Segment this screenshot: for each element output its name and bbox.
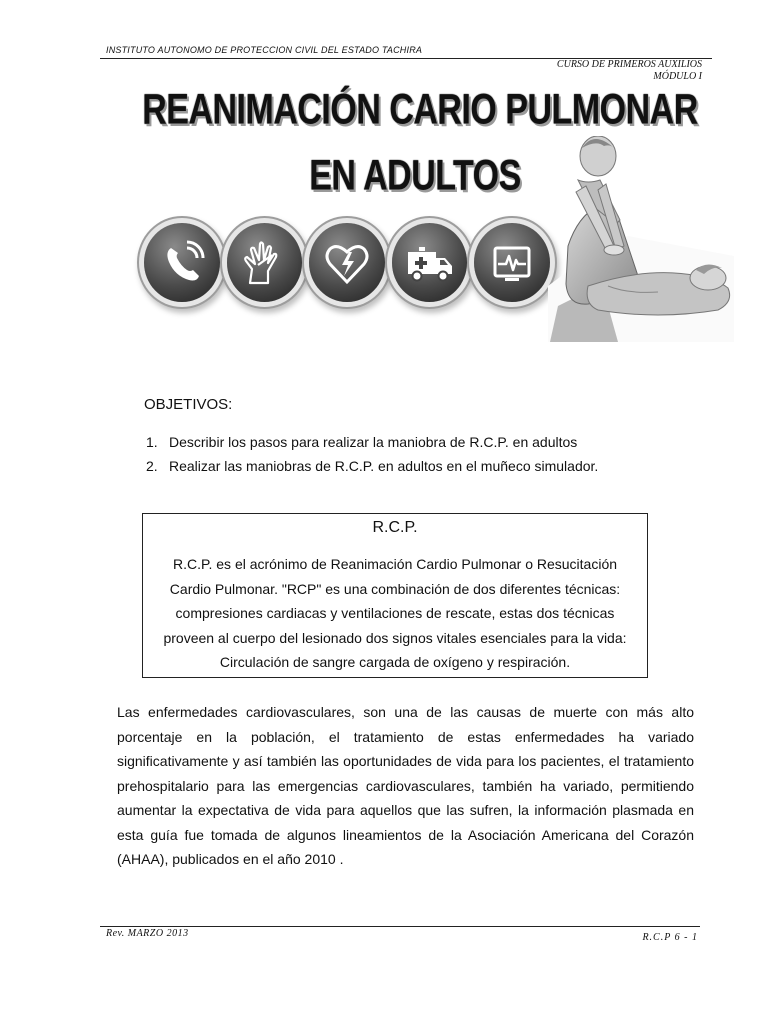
footer-page-number: R.C.P 6 - 1 [642, 932, 698, 943]
objective-number: 2. [146, 458, 158, 474]
body-paragraph: Las enfermedades cardiovasculares, son una de las causas de muerte con más alto porcentaje en la población, el tratamiento de estas enfermedades ha variado significativamente y así también las oportunidades de vida para los pacientes, el tratamiento prehospitalario para las emergencias cardiovasculares, también ha variado, permitiendo aumentar la expectativa de vida para aquellos que las sufren, la información plasmada en esta guía fue tomada de algunos lineamientos de la Asociación Americana del Corazón (AHAA), publicados en el año 2010 . [117, 704, 694, 867]
rcp-box-title: R.C.P. [372, 519, 418, 536]
footer-revision: Rev. MARZO 2013 [106, 928, 189, 939]
header-course: CURSO DE PRIMEROS AUXILIOS [556, 59, 702, 70]
objectives-label: OBJETIVOS: [144, 396, 233, 413]
page-title-line-1: REANIMACIÓN CARIO PULMONAR [142, 86, 698, 134]
rcp-box-text: R.C.P. es el acrónimo de Reanimación Cardio Pulmonar o Resucitación Cardio Pulmonar. "RCP" es una combinación de dos diferentes técnicas: compresiones cardiacas y ventilaciones de rescate, estas dos técnicas proveen al cuerpo del lesionado dos signos vitales esenciales para la vida: Circulación de sangre cargada de oxígeno y respiración. [163, 556, 627, 670]
footer-divider [100, 926, 700, 927]
header-institution: INSTITUTO AUTONOMO DE PROTECCION CIVIL DEL ESTADO TACHIRA [106, 45, 423, 55]
page-title-line-2: EN ADULTOS [309, 152, 521, 200]
phone-icon [144, 223, 220, 302]
objective-text: Realizar las maniobras de R.C.P. en adultos en el muñeco simulador. [169, 458, 599, 474]
header-module: MÓDULO I [653, 71, 702, 82]
rcp-definition-box [142, 513, 648, 678]
ambulance-icon [392, 223, 468, 302]
header-course-block [557, 59, 702, 83]
heart-monitor-icon [474, 223, 550, 302]
objectives-list [146, 430, 598, 478]
objective-text: Describir los pasos para realizar la maniobra de R.C.P. en adultos [169, 434, 578, 450]
objective-number: 1. [146, 434, 158, 450]
heart-defibrillator-icon [309, 223, 385, 302]
objective-item [146, 430, 598, 454]
cpr-illustration [548, 136, 734, 342]
first-aid-icon-row [142, 219, 552, 307]
objective-item [146, 454, 598, 478]
hands-icon [227, 223, 303, 302]
